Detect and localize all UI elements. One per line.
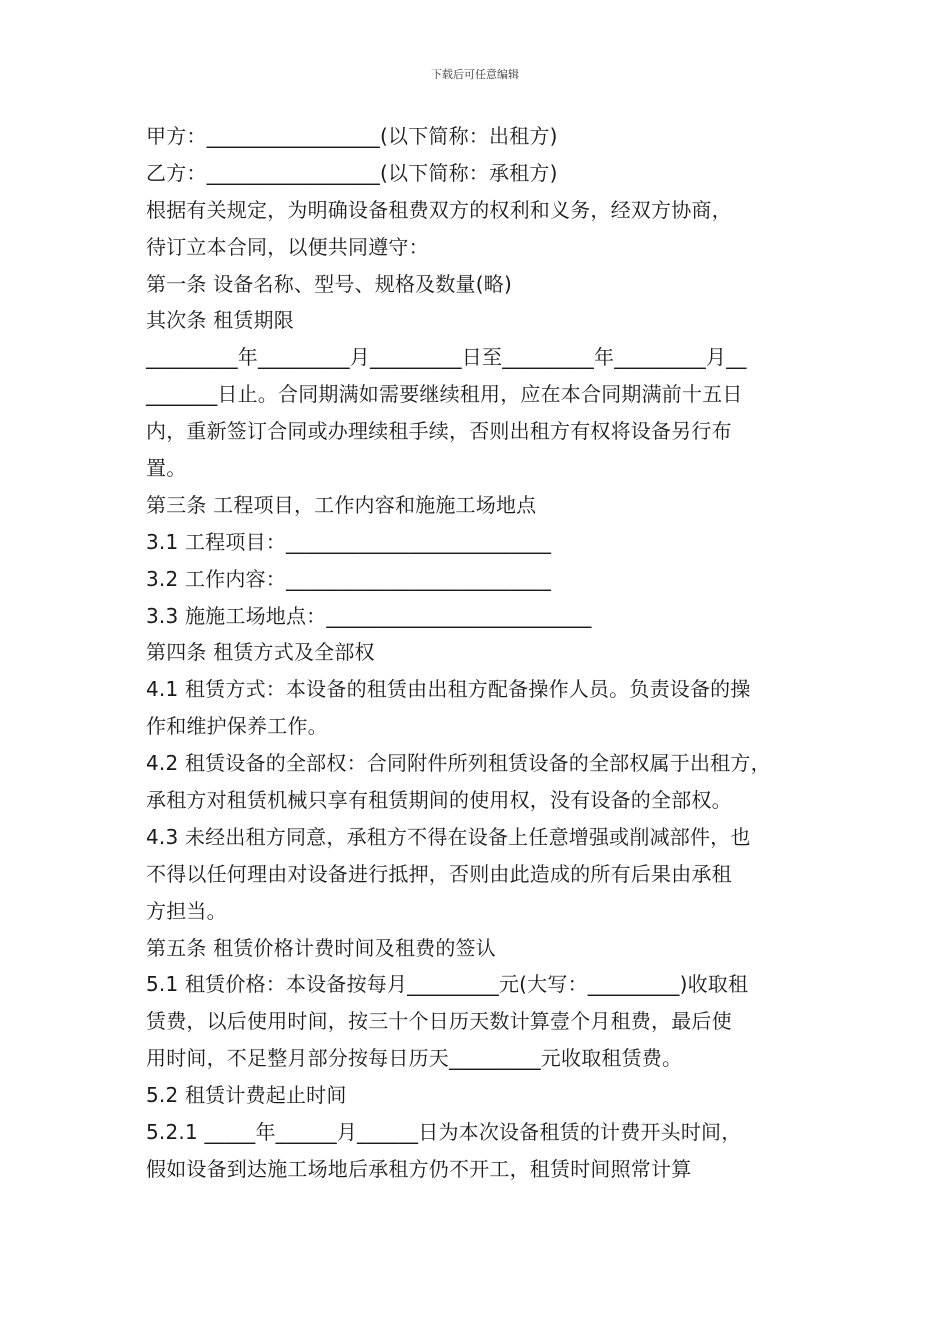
article-3-heading: 第三条 工程项目，工作内容和施施工场地点: [146, 492, 537, 517]
clause-5-1-line-3: 用时间，不足整月部分按每日历天_________元收取租赁费。: [146, 1046, 683, 1071]
clause-5-2-1-line-1: 5.2.1 _____年______月______日为本次设备租赁的计费开头时间，: [146, 1120, 742, 1145]
clause-5-1-line-2: 赁费，以后使用时间，按三十个日历天数计算壹个月租费，最后使: [146, 1009, 732, 1034]
clause-4-3-line-2: 不得以任何理由对设备进行抵押，否则由此造成的所有后果由承租: [146, 861, 732, 886]
clause-5-2-1-line-2: 假如设备到达施工场地后承租方仍不开工，租赁时间照常计算: [146, 1156, 692, 1181]
article-2-text-2: _______日止。合同期满如需要继续租用，应在本合同期满前十五日: [146, 382, 743, 407]
article-4-heading: 第四条 租赁方式及全部权: [146, 640, 375, 665]
clause-4-2-line-2: 承租方对租赁机械只享有租赁期间的使用权，没有设备的全部权。: [146, 788, 732, 813]
clause-3-1: 3.1 工程项目：__________________________: [146, 529, 552, 554]
clause-4-3-line-1: 4.3 未经出租方同意，承租方不得在设备上任意增强或削减部件，也: [146, 824, 751, 849]
clause-4-3-line-3: 方担当。: [146, 898, 227, 923]
article-2-text-1: _________年_________月_________日至_________年_________月__: [146, 345, 747, 370]
article-2-text-4: 置。: [146, 456, 187, 481]
article-2-text-3: 内，重新签订合同或办理续租手续，否则出租方有权将设备另行布: [146, 419, 732, 444]
header-note: 下载后可任意编辑: [431, 68, 519, 81]
clause-3-2: 3.2 工作内容：__________________________: [146, 566, 552, 591]
clause-3-3: 3.3 施施工场地点：__________________________: [146, 603, 592, 628]
clause-4-1-line-2: 作和维护保养工作。: [146, 714, 328, 739]
clause-5-2-heading: 5.2 租赁计费起止时间: [146, 1083, 347, 1108]
article-2-heading: 其次条 租赁期限: [146, 308, 294, 333]
preamble-line-2: 待订立本合同，以便共同遵守：: [146, 234, 429, 259]
article-5-heading: 第五条 租赁价格计费时间及租费的签认: [146, 935, 496, 960]
article-1-heading: 第一条 设备名称、型号、规格及数量(略): [146, 271, 512, 296]
document-body: [146, 118, 826, 1188]
clause-5-1-line-1: 5.1 租赁价格：本设备按每月_________元(大写：_________)收取租: [146, 972, 749, 997]
preamble-line-1: 根据有关规定，为明确设备租费双方的权利和义务，经双方协商，: [146, 197, 732, 222]
clause-4-1-line-1: 4.1 租赁方式：本设备的租赁由出租方配备操作人员。负责设备的操: [146, 677, 751, 702]
clause-4-2-line-1: 4.2 租赁设备的全部权：合同附件所列租赁设备的全部权属于出租方，: [146, 751, 771, 776]
party-b-line: 乙方：_________________(以下简称：承租方): [146, 160, 558, 185]
party-a-line: 甲方：_________________(以下简称：出租方): [146, 124, 558, 148]
